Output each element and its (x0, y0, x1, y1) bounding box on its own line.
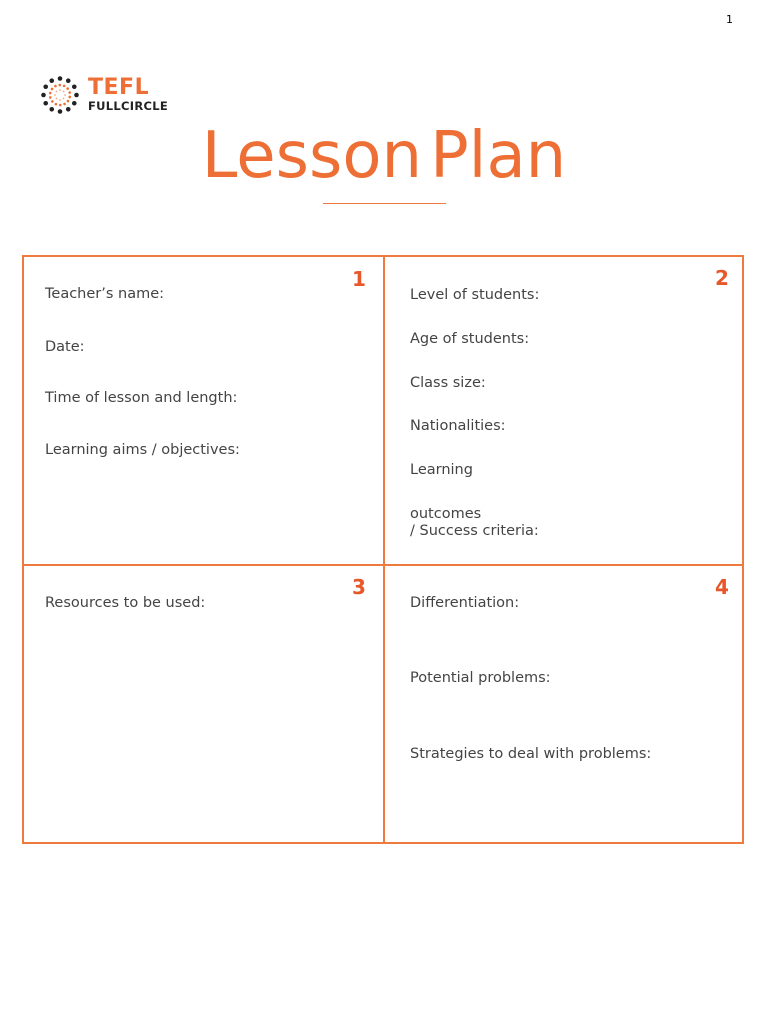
quadrant-2-number: 2 (715, 266, 729, 290)
quadrant-1 (24, 257, 383, 564)
logo-inner-dot (67, 100, 70, 103)
logo-outer-dot (43, 101, 48, 106)
logo-primary-text: TEFL (88, 75, 150, 100)
quadrant-3 (24, 566, 383, 842)
teachers-name-label: Teacher’s name: (45, 286, 165, 302)
logo-inner-dot (69, 96, 72, 99)
logo-inner-dot (49, 92, 52, 95)
logo-outer-dot (72, 84, 77, 89)
logo-inner-dot (51, 88, 54, 91)
logo-outer-dot (49, 107, 54, 112)
logo-inner-dot (54, 85, 57, 88)
logo-inner-dot (58, 84, 61, 87)
differentiation-label: Differentiation: (410, 595, 520, 611)
success-criteria-label: / Success criteria: (410, 523, 539, 539)
logo-core-dot (63, 91, 65, 93)
title-word-lesson: Lesson (201, 119, 423, 193)
logo-outer-dot (74, 93, 79, 98)
logo-core-dot (64, 94, 66, 96)
lesson-plan-grid (22, 255, 744, 844)
logo-inner-dot (55, 103, 58, 106)
logo-inner-dot (51, 100, 54, 103)
class-size-label: Class size: (410, 375, 486, 391)
logo-core-dot (59, 89, 61, 91)
page-title (0, 118, 768, 194)
logo-outer-dot (43, 84, 48, 89)
logo-core-dot (54, 94, 56, 96)
logo-inner-dot (49, 96, 52, 99)
strategies-label: Strategies to deal with problems: (410, 746, 652, 762)
outcomes-label: outcomes (410, 506, 482, 522)
logo-outer-dot (58, 109, 63, 114)
logo-outer-dot (49, 78, 54, 83)
quadrant-4-number: 4 (715, 575, 729, 599)
time-of-lesson-label: Time of lesson and length: (45, 390, 238, 406)
title-word-plan: Plan (430, 119, 567, 193)
logo-outer-dot (58, 76, 63, 81)
logo-secondary-text: FULLCIRCLE (88, 99, 169, 113)
logo-core-dot (63, 98, 65, 100)
learning-aims-label: Learning aims / objectives: (45, 442, 240, 458)
logo-core-dot (56, 91, 58, 93)
nationalities-label: Nationalities: (410, 418, 506, 434)
logo-inner-dot (68, 91, 71, 94)
potential-problems-label: Potential problems: (410, 670, 551, 686)
title-underline (323, 203, 446, 204)
logo-inner-dot (63, 103, 66, 106)
page-number: 1 (726, 13, 733, 26)
quadrant-4 (385, 566, 742, 842)
learning-label: Learning (410, 462, 473, 478)
logo-inner-dot (63, 85, 66, 88)
logo-inner-dot (66, 87, 69, 90)
date-label: Date: (45, 339, 85, 355)
logo-inner-dot (59, 104, 62, 107)
logo-outer-dot (41, 93, 46, 98)
logo-outer-dot (72, 101, 77, 106)
logo-core-dot (59, 99, 61, 101)
logo-core-dot (56, 98, 58, 100)
resources-label: Resources to be used: (45, 595, 206, 611)
quadrant-3-number: 3 (352, 575, 366, 599)
age-of-students-label: Age of students: (410, 331, 530, 347)
circle-dots-logo-icon (40, 75, 80, 115)
quadrant-2 (385, 257, 742, 564)
logo-outer-dot (66, 78, 71, 83)
tefl-fullcircle-logo (40, 75, 168, 115)
level-of-students-label: Level of students: (410, 287, 540, 303)
logo-outer-dot (66, 107, 71, 112)
quadrant-1-number: 1 (352, 267, 366, 291)
